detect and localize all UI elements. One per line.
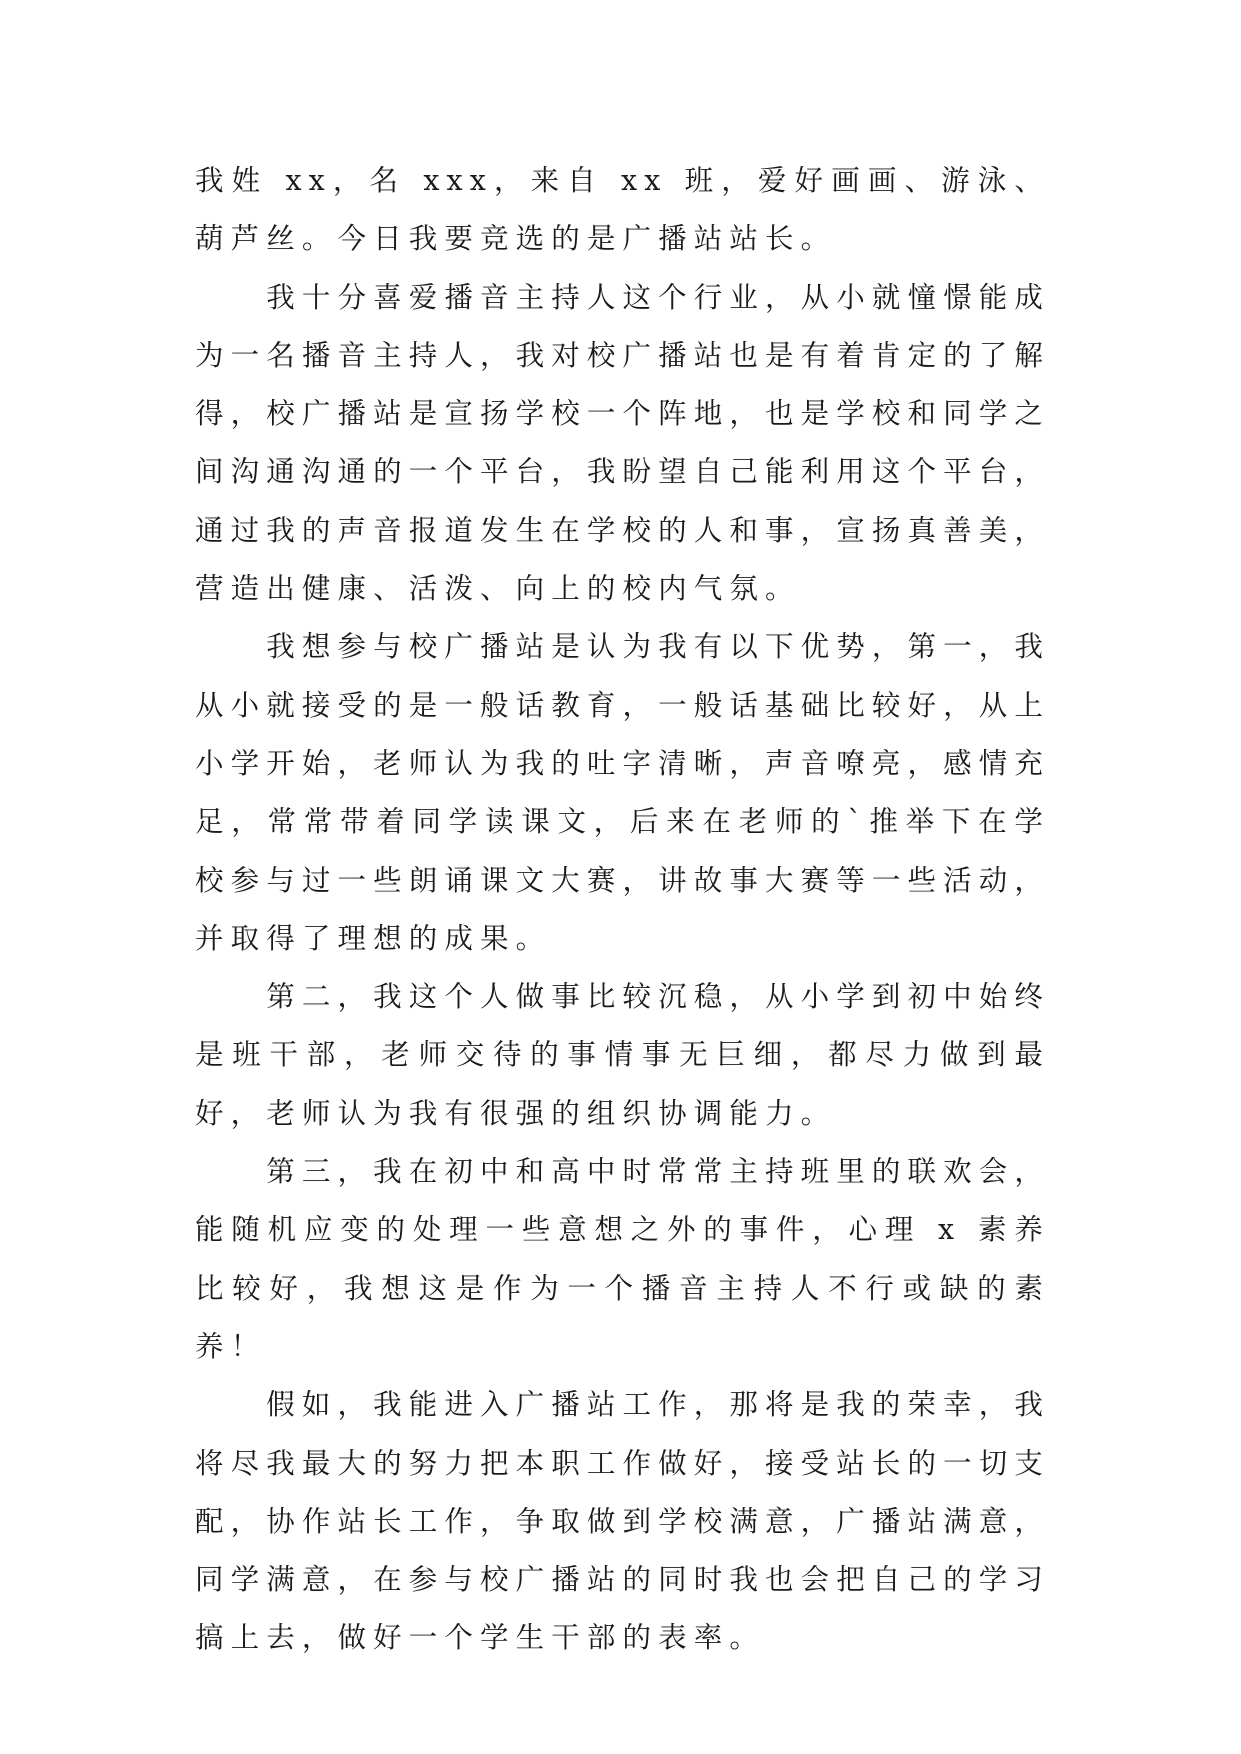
paragraph-commitment: 假如，我能进入广播站工作，那将是我的荣幸，我将尽我最大的努力把本职工作做好，接受站长的一切支配，协作站长工作，争取做到学校满意，广播站满意，同学满意，在参与校广播站的同时我也会把自己的学习搞上去，做好一个学生干部的表率。: [195, 1388, 1051, 1655]
paragraph-advantage-third: 第三，我在初中和高中时常常主持班里的联欢会，能随机应变的处理一些意想之外的事件，心理 x 素养比较好，我想这是作为一个播音主持人不行或缺的素养！: [195, 1155, 1051, 1363]
paragraph-motivation: 我十分喜爱播音主持人这个行业，从小就憧憬能成为一名播音主持人，我对校广播站也是有着肯定的了解得，校广播站是宣扬学校一个阵地，也是学校和同学之间沟通沟通的一个平台，我盼望自己能利用这个平台，通过我的声音报道发生在学校的人和事，宣扬真善美，营造出健康、活泼、向上的校内气氛。: [195, 280, 1051, 606]
paragraph-advantage-second: 第二，我这个人做事比较沉稳，从小学到初中始终是班干部，老师交待的事情事无巨细，都尽力做到最好，老师认为我有很强的组织协调能力。: [195, 980, 1051, 1130]
paragraph-introduction: 我姓 xx，名 xxx，来自 xx 班，爱好画画、游泳、葫芦丝。今日我要竞选的是广播站站长。: [195, 164, 1050, 256]
document-body: [195, 152, 1050, 1668]
paragraph-advantage-first: 我想参与校广播站是认为我有以下优势，第一，我从小就接受的是一般话教育，一般话基础比较好，从上小学开始，老师认为我的吐字清晰，声音嘹亮，感情充足，常常带着同学读课文，后来在老师的`推举下在学校参与过一些朗诵课文大赛，讲故事大赛等一些活动，并取得了理想的成果。: [195, 630, 1051, 955]
